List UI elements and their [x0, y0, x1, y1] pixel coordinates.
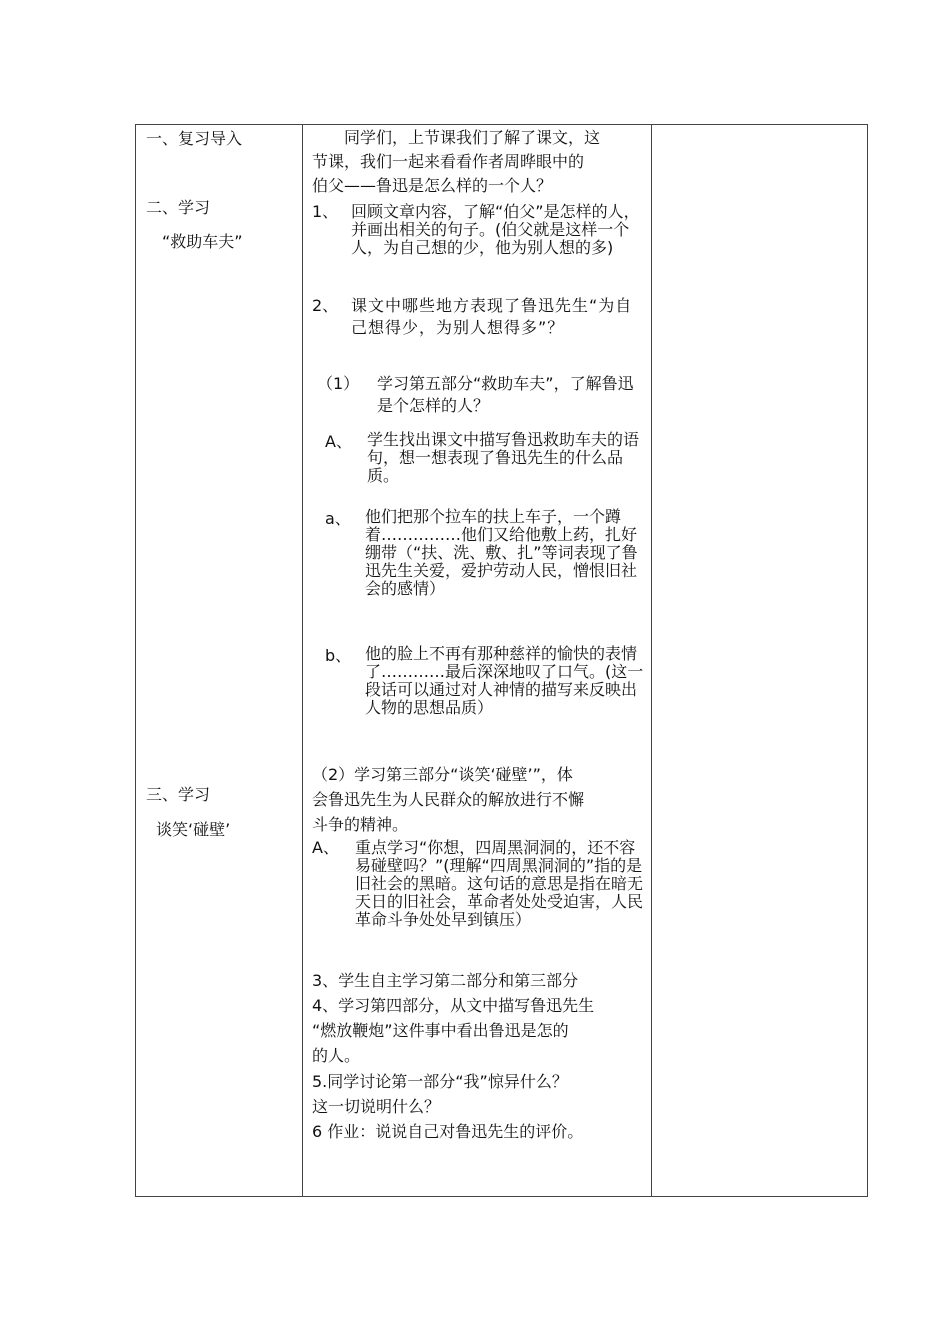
lesson-plan-table	[135, 124, 868, 1197]
lb-text: 他的脸上不再有那种慈祥的愉快的表情了…………最后深深地叹了口气。(这一段话可以通过对人神情的描写来反映出人物的思想品质）	[365, 644, 644, 717]
intro-line-1: 同学们，上节课我们了解了课文，这	[312, 128, 601, 147]
section-study2-topic: “救助车夫”	[162, 232, 243, 251]
section-study3-topic: 谈笑‘碰壁’	[156, 820, 231, 839]
intro-line-3: 伯父——鲁迅是怎么样的一个人？	[312, 176, 553, 195]
intro-line-2: 节课，我们一起来看看作者周晔眼中的	[312, 152, 585, 171]
content-column	[303, 125, 652, 1197]
item3-text: 3、学生自主学习第二部分和第三部分	[312, 971, 579, 990]
sub1-text: 学习第五部分“救助车夫”，了解鲁迅是个怎样的人？	[377, 374, 634, 415]
item1-marker: 1、	[312, 202, 339, 221]
la-text: 他们把那个拉车的扶上车子，一个蹲着……………他们又给他敷上药，扎好绷带（“扶、洗、敷、扎”等词表现了鲁迅先生关爱，爱护劳动人民，憎恨旧社会的感情）	[365, 507, 638, 598]
lb-marker: b、	[325, 646, 352, 665]
item6-text: 6 作业：说说自己对鲁迅先生的评价。	[312, 1122, 584, 1141]
item1-text: 回顾文章内容，了解“伯父”是怎样的人，并画出相关的句子。(伯父就是这样一个人，为自己想的少，他为别人想的多)	[351, 202, 640, 257]
item2-marker: 2、	[312, 296, 339, 315]
section-study2-heading: 二、学习	[146, 198, 211, 217]
table-row	[136, 125, 868, 1197]
sub1-marker: （1）	[317, 374, 360, 393]
item2-text: 课文中哪些地方表现了鲁迅先生“为自己想得少，为别人想得多”？	[351, 296, 633, 337]
item4-line-1: 4、学习第四部分，从文中描写鲁迅先生	[312, 996, 595, 1015]
sub2-line-3: 斗争的精神。	[312, 815, 409, 834]
item5-line-2: 这一切说明什么？	[312, 1097, 441, 1116]
la-marker: a、	[325, 509, 351, 528]
a1-text: 学生找出课文中描写鲁迅救助车夫的语句，想一想表现了鲁迅先生的什么品质。	[367, 430, 640, 485]
item5-line-1: 5.同学讨论第一部分“我”惊异什么？	[312, 1072, 568, 1091]
sub2-line-2: 会鲁迅先生为人民群众的解放进行不懈	[312, 790, 585, 809]
notes-column	[652, 125, 868, 1197]
a2-text: 重点学习“你想，四周黑洞洞的，还不容易碰壁吗？”(理解“四周黑洞洞的”指的是旧社会的黑暗。这句话的意思是指在暗无天日的旧社会，革命者处处受迫害，人民革命斗争处处早到镇压）	[355, 838, 644, 929]
a2-marker: A、	[312, 838, 339, 857]
section-study3-heading: 三、学习	[146, 785, 211, 804]
sub2-line-1: （2）学习第三部分“谈笑‘碰壁’”，体	[312, 765, 573, 784]
section-column	[136, 125, 303, 1197]
a1-marker: A、	[325, 432, 352, 451]
item4-line-2: “燃放鞭炮”这件事中看出鲁迅是怎的	[312, 1021, 569, 1040]
item4-line-3: 的人。	[312, 1046, 361, 1065]
section-review: 一、复习导入	[146, 129, 243, 148]
